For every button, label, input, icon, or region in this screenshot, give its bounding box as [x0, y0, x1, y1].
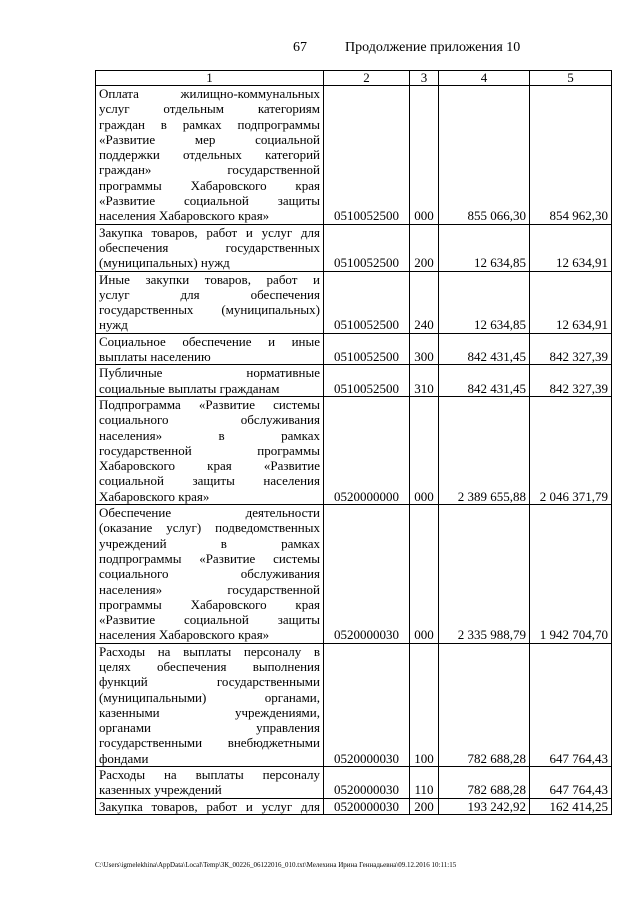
- row-code: 0520000000: [324, 396, 410, 504]
- description-line: Социальное обеспечение и иные: [99, 333, 320, 349]
- page-header: [0, 40, 640, 60]
- page-number: 67: [293, 40, 307, 55]
- row-code: 0520000030: [324, 798, 410, 814]
- description-line: нужд: [99, 317, 128, 333]
- description-line: «Развитие мер социальной: [99, 131, 320, 147]
- budget-table: [95, 70, 612, 815]
- row-type: 200: [410, 224, 439, 271]
- row-value-5: 842 327,39: [530, 333, 612, 365]
- description-line: подпрограммы «Развитие системы: [99, 550, 320, 566]
- description-line: социальные выплаты гражданам: [99, 380, 280, 396]
- description-line: казенных учреждений: [99, 782, 222, 798]
- description-line: Публичные нормативные: [99, 365, 320, 381]
- description-line: населения Хабаровского края»: [99, 627, 270, 643]
- description-line: услуг для обеспечения: [99, 286, 320, 302]
- row-description: [96, 365, 324, 397]
- row-description: [96, 505, 324, 644]
- description-line: (муниципальных) нужд: [99, 255, 230, 271]
- row-value-4: 782 688,28: [439, 643, 530, 766]
- description-line: программы Хабаровского края: [99, 177, 320, 193]
- row-value-4: 855 066,30: [439, 86, 530, 225]
- row-value-4: 12 634,85: [439, 271, 530, 333]
- description-line: услуг отдельным категориям: [99, 101, 320, 117]
- row-value-4: 842 431,45: [439, 365, 530, 397]
- description-line: фондами: [99, 750, 149, 766]
- row-type: 200: [410, 798, 439, 814]
- row-code: 0510052500: [324, 365, 410, 397]
- row-value-5: 842 327,39: [530, 365, 612, 397]
- description-line: социального обслуживания: [99, 566, 320, 582]
- row-description: [96, 271, 324, 333]
- description-line: (оказание услуг) подведомственных: [99, 520, 320, 536]
- description-line: государственной программы: [99, 442, 320, 458]
- row-type: 000: [410, 396, 439, 504]
- description-line: Хабаровского края»: [99, 488, 210, 504]
- description-line: функций государственными: [99, 674, 320, 690]
- description-line: Обеспечение деятельности: [99, 505, 320, 521]
- column-header: 1: [96, 71, 324, 86]
- description-line: поддержки отдельных категорий: [99, 147, 320, 163]
- description-line: казенными учреждениями,: [99, 704, 320, 720]
- table-row: [96, 365, 612, 397]
- row-description: [96, 396, 324, 504]
- appendix-title: Продолжение приложения 10: [345, 40, 521, 55]
- description-line: выплаты населению: [99, 349, 211, 365]
- row-value-4: 12 634,85: [439, 224, 530, 271]
- description-line: Расходы на выплаты персоналу в: [99, 643, 320, 659]
- row-value-5: 12 634,91: [530, 271, 612, 333]
- row-value-5: 2 046 371,79: [530, 396, 612, 504]
- table-row: [96, 86, 612, 225]
- row-type: 110: [410, 767, 439, 799]
- table-body: [96, 71, 612, 815]
- row-value-4: 842 431,45: [439, 333, 530, 365]
- row-value-5: 162 414,25: [530, 798, 612, 814]
- file-path-footer: C:\Users\igmelekhina\AppData\Local\Temp\ЗК_00226_06122016_010.txt\Мелехина Ирина Геннадьевна\09.12.2016 10:11:15: [95, 861, 457, 869]
- row-description: [96, 224, 324, 271]
- row-code: 0520000030: [324, 767, 410, 799]
- row-value-5: 854 962,30: [530, 86, 612, 225]
- description-line: Закупка товаров, работ и услуг для: [99, 798, 320, 814]
- row-description: [96, 643, 324, 766]
- description-line: учреждений в рамках: [99, 535, 320, 551]
- description-line: Оплата жилищно-коммунальных: [99, 86, 320, 101]
- description-line: целях обеспечения выполнения: [99, 658, 320, 674]
- row-value-4: 2 389 655,88: [439, 396, 530, 504]
- description-line: граждан» государственной: [99, 162, 320, 178]
- row-value-4: 782 688,28: [439, 767, 530, 799]
- description-line: населения» в рамках: [99, 427, 320, 443]
- description-line: Хабаровского края «Развитие: [99, 458, 320, 474]
- description-line: населения Хабаровского края»: [99, 208, 270, 224]
- row-value-5: 647 764,43: [530, 643, 612, 766]
- description-line: (муниципальными) органами,: [99, 689, 320, 705]
- row-type: 300: [410, 333, 439, 365]
- row-code: 0510052500: [324, 333, 410, 365]
- table-row: [96, 271, 612, 333]
- description-line: Закупка товаров, работ и услуг для: [99, 224, 320, 240]
- row-type: 000: [410, 86, 439, 225]
- column-header: 4: [439, 71, 530, 86]
- table-row: [96, 505, 612, 644]
- row-type: 100: [410, 643, 439, 766]
- row-value-5: 12 634,91: [530, 224, 612, 271]
- description-line: «Развитие социальной защиты: [99, 612, 320, 628]
- table-row: [96, 224, 612, 271]
- row-type: 000: [410, 505, 439, 644]
- description-line: государственными внебюджетными: [99, 735, 320, 751]
- column-header: 5: [530, 71, 612, 86]
- row-value-5: 647 764,43: [530, 767, 612, 799]
- table-header-row: [96, 71, 612, 86]
- description-line: социального обслуживания: [99, 412, 320, 428]
- row-code: 0510052500: [324, 271, 410, 333]
- row-code: 0520000030: [324, 505, 410, 644]
- row-code: 0520000030: [324, 643, 410, 766]
- column-header: 3: [410, 71, 439, 86]
- row-type: 240: [410, 271, 439, 333]
- row-value-5: 1 942 704,70: [530, 505, 612, 644]
- row-description: [96, 86, 324, 225]
- column-header: 2: [324, 71, 410, 86]
- row-description: [96, 798, 324, 814]
- table-row: [96, 798, 612, 814]
- row-value-4: 2 335 988,79: [439, 505, 530, 644]
- table-row: [96, 333, 612, 365]
- row-description: [96, 333, 324, 365]
- description-line: социальной защиты населения: [99, 473, 320, 489]
- table-row: [96, 396, 612, 504]
- description-line: обеспечения государственных: [99, 239, 320, 255]
- row-description: [96, 767, 324, 799]
- description-line: населения» государственной: [99, 581, 320, 597]
- description-line: органами управления: [99, 720, 320, 736]
- row-type: 310: [410, 365, 439, 397]
- description-line: Расходы на выплаты персоналу: [99, 767, 320, 783]
- description-line: «Развитие социальной защиты: [99, 193, 320, 209]
- table-row: [96, 643, 612, 766]
- row-value-4: 193 242,92: [439, 798, 530, 814]
- description-line: Подпрограмма «Развитие системы: [99, 396, 320, 412]
- description-line: граждан в рамках подпрограммы: [99, 116, 320, 132]
- description-line: государственных (муниципальных): [99, 302, 320, 318]
- row-code: 0510052500: [324, 224, 410, 271]
- table-row: [96, 767, 612, 799]
- description-line: Иные закупки товаров, работ и: [99, 271, 320, 287]
- description-line: программы Хабаровского края: [99, 596, 320, 612]
- row-code: 0510052500: [324, 86, 410, 225]
